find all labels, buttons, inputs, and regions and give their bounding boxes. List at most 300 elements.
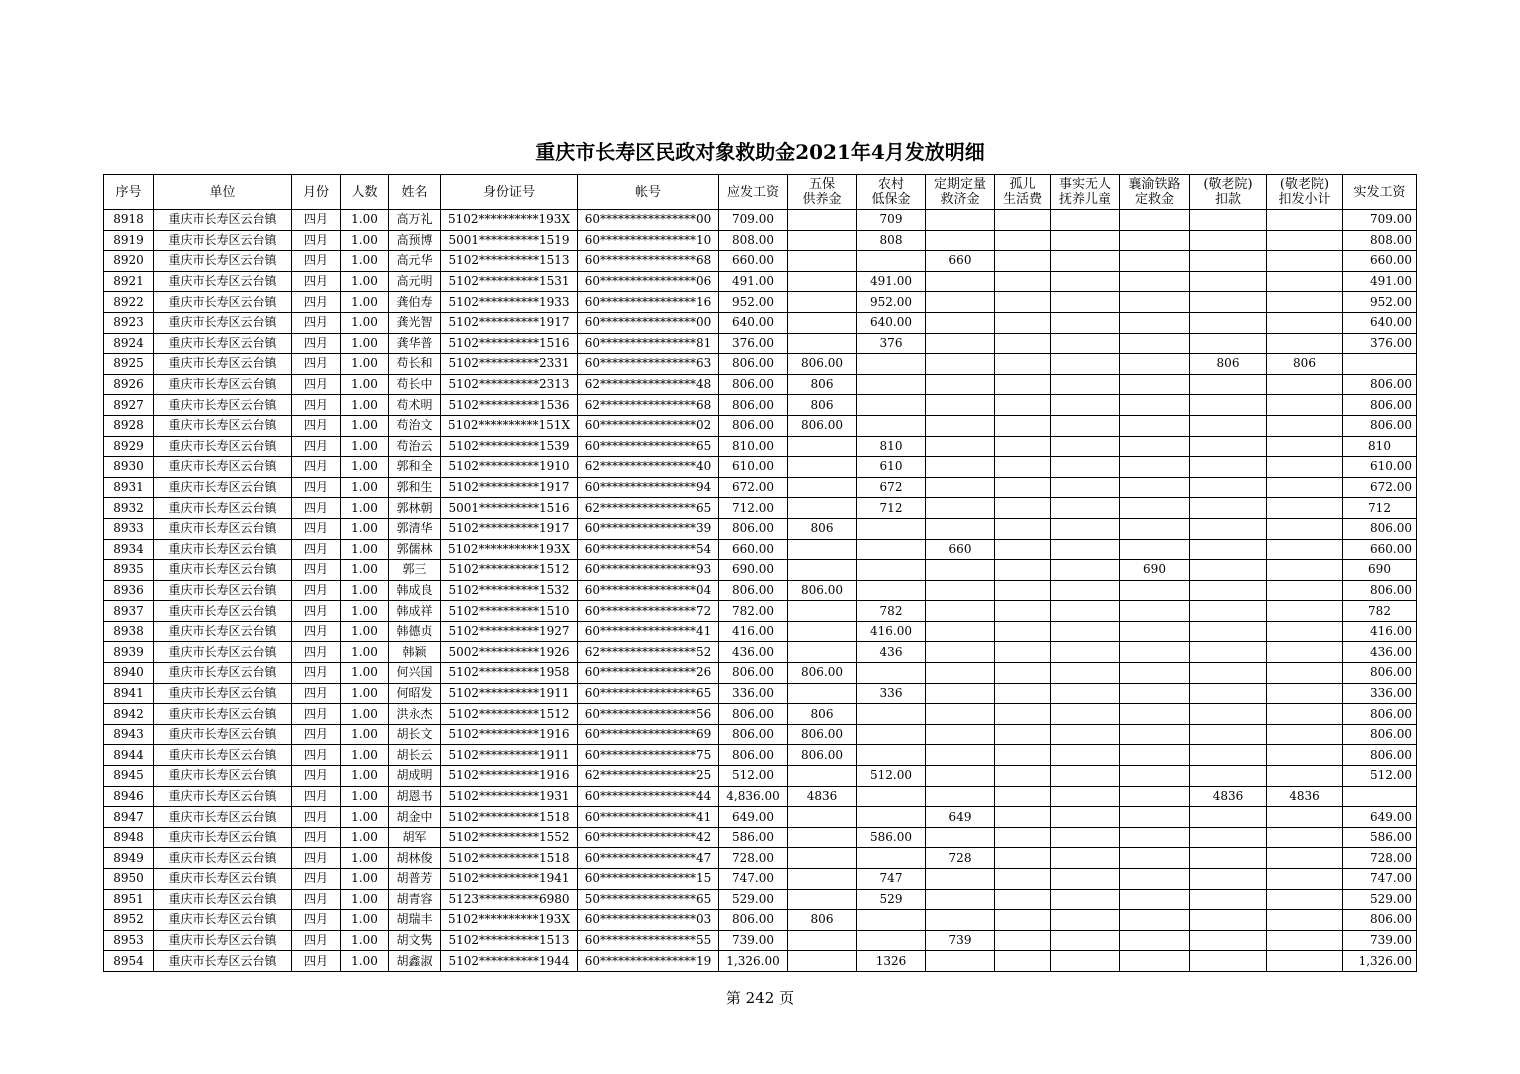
cell-name: 胡青容: [389, 889, 441, 910]
cell-count: 1.00: [341, 869, 389, 890]
cell-railway-relief: [1120, 786, 1190, 807]
cell-railway-relief: [1120, 910, 1190, 931]
cell-unit: 重庆市长寿区云台镇: [154, 539, 292, 560]
cell-rural-subsistence: 709: [857, 210, 926, 231]
cell-actual-pay: 782: [1343, 601, 1417, 622]
cell-count: 1.00: [341, 539, 389, 560]
cell-actual-pay: [1343, 786, 1417, 807]
cell-fixed-relief: 660: [926, 539, 995, 560]
cell-seq: 8918: [104, 210, 154, 231]
cell-month: 四月: [292, 745, 341, 766]
cell-seq: 8940: [104, 663, 154, 684]
cell-fixed-relief: [926, 601, 995, 622]
cell-rural-subsistence: 808: [857, 230, 926, 251]
header-count: 人数: [341, 175, 389, 210]
cell-seq: 8925: [104, 354, 154, 375]
cell-fixed-relief: [926, 292, 995, 313]
cell-unit: 重庆市长寿区云台镇: [154, 251, 292, 272]
cell-id-number: 5102**********1518: [441, 807, 578, 828]
header-five-guarantee: 五保 供养金: [788, 175, 857, 210]
cell-month: 四月: [292, 621, 341, 642]
cell-account: 60****************65: [578, 436, 719, 457]
cell-payable: 660.00: [719, 251, 788, 272]
cell-id-number: 5102**********1539: [441, 436, 578, 457]
cell-unattended-child: [1051, 889, 1120, 910]
cell-railway-relief: [1120, 374, 1190, 395]
cell-fixed-relief: [926, 312, 995, 333]
cell-five-guarantee: 806.00: [788, 663, 857, 684]
cell-count: 1.00: [341, 560, 389, 581]
cell-month: 四月: [292, 869, 341, 890]
table-row: [104, 889, 1417, 910]
cell-count: 1.00: [341, 910, 389, 931]
cell-seq: 8935: [104, 560, 154, 581]
cell-five-guarantee: [788, 642, 857, 663]
cell-nursing-subtotal: [1267, 745, 1343, 766]
cell-nursing-deduction: [1190, 910, 1267, 931]
cell-fixed-relief: [926, 745, 995, 766]
cell-railway-relief: [1120, 210, 1190, 231]
cell-five-guarantee: [788, 271, 857, 292]
cell-payable: 808.00: [719, 230, 788, 251]
cell-railway-relief: [1120, 951, 1190, 972]
cell-seq: 8953: [104, 930, 154, 951]
cell-month: 四月: [292, 477, 341, 498]
cell-railway-relief: [1120, 354, 1190, 375]
cell-nursing-subtotal: [1267, 457, 1343, 478]
cell-seq: 8941: [104, 683, 154, 704]
cell-name: 胡恩书: [389, 786, 441, 807]
cell-rural-subsistence: 810: [857, 436, 926, 457]
cell-unattended-child: [1051, 560, 1120, 581]
cell-orphan-allowance: [995, 312, 1051, 333]
cell-actual-pay: 376.00: [1343, 333, 1417, 354]
cell-count: 1.00: [341, 292, 389, 313]
table-row: [104, 663, 1417, 684]
page-number: 第 242 页: [725, 989, 795, 1007]
table-row: [104, 271, 1417, 292]
cell-railway-relief: [1120, 621, 1190, 642]
table-row: [104, 869, 1417, 890]
cell-five-guarantee: [788, 539, 857, 560]
cell-id-number: 5001**********1519: [441, 230, 578, 251]
cell-orphan-allowance: [995, 930, 1051, 951]
cell-name: 何兴国: [389, 663, 441, 684]
cell-nursing-subtotal: 806: [1267, 354, 1343, 375]
cell-orphan-allowance: [995, 230, 1051, 251]
cell-fixed-relief: [926, 354, 995, 375]
cell-count: 1.00: [341, 786, 389, 807]
cell-name: 韩颖: [389, 642, 441, 663]
cell-name: 胡金中: [389, 807, 441, 828]
header-orphan-allowance: 孤儿 生活费: [995, 175, 1051, 210]
cell-month: 四月: [292, 786, 341, 807]
cell-rural-subsistence: 336: [857, 683, 926, 704]
cell-orphan-allowance: [995, 415, 1051, 436]
cell-month: 四月: [292, 271, 341, 292]
cell-nursing-deduction: 4836: [1190, 786, 1267, 807]
cell-rural-subsistence: 952.00: [857, 292, 926, 313]
table-row: [104, 518, 1417, 539]
cell-orphan-allowance: [995, 271, 1051, 292]
cell-unit: 重庆市长寿区云台镇: [154, 292, 292, 313]
cell-nursing-subtotal: [1267, 415, 1343, 436]
table-row: [104, 292, 1417, 313]
cell-rural-subsistence: 1326: [857, 951, 926, 972]
cell-fixed-relief: [926, 210, 995, 231]
cell-seq: 8952: [104, 910, 154, 931]
cell-five-guarantee: [788, 930, 857, 951]
cell-rural-subsistence: 416.00: [857, 621, 926, 642]
cell-unit: 重庆市长寿区云台镇: [154, 704, 292, 725]
cell-unit: 重庆市长寿区云台镇: [154, 807, 292, 828]
cell-name: 洪永杰: [389, 704, 441, 725]
cell-count: 1.00: [341, 210, 389, 231]
table-row: [104, 601, 1417, 622]
cell-name: 郭清华: [389, 518, 441, 539]
cell-id-number: 5102**********1958: [441, 663, 578, 684]
cell-payable: 806.00: [719, 663, 788, 684]
cell-rural-subsistence: [857, 415, 926, 436]
cell-railway-relief: [1120, 704, 1190, 725]
cell-unit: 重庆市长寿区云台镇: [154, 230, 292, 251]
cell-unattended-child: [1051, 930, 1120, 951]
cell-month: 四月: [292, 601, 341, 622]
table-row: [104, 415, 1417, 436]
cell-nursing-deduction: [1190, 621, 1267, 642]
cell-five-guarantee: [788, 766, 857, 787]
cell-actual-pay: 586.00: [1343, 827, 1417, 848]
cell-rural-subsistence: [857, 560, 926, 581]
cell-unit: 重庆市长寿区云台镇: [154, 333, 292, 354]
cell-rural-subsistence: [857, 374, 926, 395]
cell-seq: 8932: [104, 498, 154, 519]
cell-unit: 重庆市长寿区云台镇: [154, 663, 292, 684]
table-row: [104, 930, 1417, 951]
cell-count: 1.00: [341, 951, 389, 972]
cell-id-number: 5102**********1927: [441, 621, 578, 642]
cell-id-number: 5123**********6980: [441, 889, 578, 910]
cell-name: 高元华: [389, 251, 441, 272]
cell-count: 1.00: [341, 642, 389, 663]
cell-payable: 712.00: [719, 498, 788, 519]
cell-seq: 8931: [104, 477, 154, 498]
cell-unattended-child: [1051, 724, 1120, 745]
cell-nursing-subtotal: [1267, 827, 1343, 848]
cell-name: 胡瑞丰: [389, 910, 441, 931]
cell-unit: 重庆市长寿区云台镇: [154, 601, 292, 622]
cell-nursing-subtotal: [1267, 621, 1343, 642]
cell-orphan-allowance: [995, 498, 1051, 519]
cell-unit: 重庆市长寿区云台镇: [154, 354, 292, 375]
cell-id-number: 5102**********1911: [441, 683, 578, 704]
cell-name: 郭和生: [389, 477, 441, 498]
cell-railway-relief: [1120, 518, 1190, 539]
cell-actual-pay: 806.00: [1343, 724, 1417, 745]
table-row: [104, 580, 1417, 601]
cell-payable: 806.00: [719, 580, 788, 601]
cell-five-guarantee: [788, 621, 857, 642]
cell-rural-subsistence: [857, 910, 926, 931]
cell-seq: 8933: [104, 518, 154, 539]
cell-actual-pay: [1343, 354, 1417, 375]
cell-orphan-allowance: [995, 827, 1051, 848]
cell-month: 四月: [292, 498, 341, 519]
cell-account: 62****************52: [578, 642, 719, 663]
cell-nursing-subtotal: [1267, 601, 1343, 622]
cell-unattended-child: [1051, 518, 1120, 539]
cell-nursing-deduction: [1190, 271, 1267, 292]
cell-fixed-relief: [926, 560, 995, 581]
cell-unit: 重庆市长寿区云台镇: [154, 395, 292, 416]
cell-five-guarantee: 806: [788, 518, 857, 539]
cell-rural-subsistence: [857, 745, 926, 766]
table-row: [104, 498, 1417, 519]
cell-orphan-allowance: [995, 374, 1051, 395]
cell-month: 四月: [292, 539, 341, 560]
cell-five-guarantee: 806.00: [788, 580, 857, 601]
cell-unattended-child: [1051, 910, 1120, 931]
cell-nursing-subtotal: [1267, 210, 1343, 231]
cell-unattended-child: [1051, 951, 1120, 972]
cell-nursing-subtotal: [1267, 951, 1343, 972]
cell-unit: 重庆市长寿区云台镇: [154, 951, 292, 972]
cell-rural-subsistence: 586.00: [857, 827, 926, 848]
cell-payable: 649.00: [719, 807, 788, 828]
cell-payable: 436.00: [719, 642, 788, 663]
cell-unattended-child: [1051, 271, 1120, 292]
cell-month: 四月: [292, 518, 341, 539]
cell-five-guarantee: [788, 827, 857, 848]
cell-name: 苟治云: [389, 436, 441, 457]
cell-name: 苟长中: [389, 374, 441, 395]
cell-fixed-relief: [926, 271, 995, 292]
cell-rural-subsistence: 376: [857, 333, 926, 354]
cell-rural-subsistence: 712: [857, 498, 926, 519]
relief-payment-table: [103, 174, 1417, 972]
cell-seq: 8928: [104, 415, 154, 436]
cell-account: 60****************16: [578, 292, 719, 313]
cell-fixed-relief: [926, 477, 995, 498]
table-row: [104, 683, 1417, 704]
cell-rural-subsistence: 512.00: [857, 766, 926, 787]
cell-railway-relief: [1120, 230, 1190, 251]
cell-nursing-subtotal: [1267, 580, 1343, 601]
cell-id-number: 5102**********1552: [441, 827, 578, 848]
cell-seq: 8949: [104, 848, 154, 869]
cell-unattended-child: [1051, 827, 1120, 848]
cell-name: 胡文隽: [389, 930, 441, 951]
cell-orphan-allowance: [995, 704, 1051, 725]
table-row: [104, 642, 1417, 663]
document-title: 重庆市长寿区民政对象救助金2021年4月发放明细: [535, 140, 985, 164]
cell-rural-subsistence: [857, 354, 926, 375]
cell-count: 1.00: [341, 745, 389, 766]
cell-seq: 8923: [104, 312, 154, 333]
header-payable: 应发工资: [719, 175, 788, 210]
cell-fixed-relief: [926, 642, 995, 663]
cell-month: 四月: [292, 766, 341, 787]
cell-payable: 810.00: [719, 436, 788, 457]
cell-nursing-subtotal: [1267, 251, 1343, 272]
cell-id-number: 5102**********1512: [441, 704, 578, 725]
cell-rural-subsistence: [857, 395, 926, 416]
cell-fixed-relief: [926, 704, 995, 725]
cell-month: 四月: [292, 374, 341, 395]
cell-orphan-allowance: [995, 663, 1051, 684]
cell-fixed-relief: 728: [926, 848, 995, 869]
cell-payable: 806.00: [719, 910, 788, 931]
header-month: 月份: [292, 175, 341, 210]
cell-railway-relief: [1120, 436, 1190, 457]
cell-actual-pay: 806.00: [1343, 910, 1417, 931]
cell-unit: 重庆市长寿区云台镇: [154, 930, 292, 951]
cell-payable: 747.00: [719, 869, 788, 890]
cell-unit: 重庆市长寿区云台镇: [154, 271, 292, 292]
cell-unit: 重庆市长寿区云台镇: [154, 560, 292, 581]
cell-five-guarantee: [788, 951, 857, 972]
cell-id-number: 5102**********1536: [441, 395, 578, 416]
cell-name: 胡普芳: [389, 869, 441, 890]
cell-count: 1.00: [341, 827, 389, 848]
cell-id-number: 5102**********151X: [441, 415, 578, 436]
cell-nursing-subtotal: [1267, 374, 1343, 395]
cell-unit: 重庆市长寿区云台镇: [154, 786, 292, 807]
cell-railway-relief: [1120, 333, 1190, 354]
cell-month: 四月: [292, 395, 341, 416]
cell-unit: 重庆市长寿区云台镇: [154, 848, 292, 869]
cell-railway-relief: [1120, 642, 1190, 663]
cell-account: 60****************72: [578, 601, 719, 622]
cell-id-number: 5102**********1941: [441, 869, 578, 890]
cell-nursing-deduction: 806: [1190, 354, 1267, 375]
cell-account: 60****************19: [578, 951, 719, 972]
cell-id-number: 5102**********1513: [441, 251, 578, 272]
cell-payable: 336.00: [719, 683, 788, 704]
cell-actual-pay: 1,326.00: [1343, 951, 1417, 972]
cell-actual-pay: 640.00: [1343, 312, 1417, 333]
cell-nursing-deduction: [1190, 498, 1267, 519]
cell-id-number: 5102**********1518: [441, 848, 578, 869]
cell-fixed-relief: [926, 498, 995, 519]
cell-name: 胡林俊: [389, 848, 441, 869]
cell-count: 1.00: [341, 704, 389, 725]
cell-unit: 重庆市长寿区云台镇: [154, 374, 292, 395]
cell-orphan-allowance: [995, 436, 1051, 457]
cell-nursing-deduction: [1190, 539, 1267, 560]
cell-fixed-relief: [926, 951, 995, 972]
cell-account: 60****************00: [578, 312, 719, 333]
cell-payable: 806.00: [719, 745, 788, 766]
table-row: [104, 457, 1417, 478]
table-row: [104, 354, 1417, 375]
cell-five-guarantee: [788, 436, 857, 457]
cell-count: 1.00: [341, 333, 389, 354]
cell-railway-relief: [1120, 580, 1190, 601]
cell-id-number: 5102**********2313: [441, 374, 578, 395]
cell-actual-pay: 336.00: [1343, 683, 1417, 704]
cell-count: 1.00: [341, 230, 389, 251]
cell-month: 四月: [292, 827, 341, 848]
cell-nursing-deduction: [1190, 807, 1267, 828]
cell-account: 60****************68: [578, 251, 719, 272]
cell-seq: 8927: [104, 395, 154, 416]
cell-orphan-allowance: [995, 601, 1051, 622]
cell-actual-pay: 610.00: [1343, 457, 1417, 478]
header-name: 姓名: [389, 175, 441, 210]
cell-unattended-child: [1051, 621, 1120, 642]
cell-id-number: 5102**********1516: [441, 333, 578, 354]
cell-month: 四月: [292, 663, 341, 684]
cell-id-number: 5102**********193X: [441, 910, 578, 931]
cell-seq: 8937: [104, 601, 154, 622]
cell-unattended-child: [1051, 251, 1120, 272]
cell-five-guarantee: [788, 292, 857, 313]
cell-nursing-deduction: [1190, 766, 1267, 787]
cell-id-number: 5102**********1513: [441, 930, 578, 951]
cell-five-guarantee: [788, 560, 857, 581]
cell-payable: 806.00: [719, 354, 788, 375]
cell-unit: 重庆市长寿区云台镇: [154, 621, 292, 642]
cell-orphan-allowance: [995, 292, 1051, 313]
cell-orphan-allowance: [995, 477, 1051, 498]
header-row: [104, 175, 1417, 210]
table-row: [104, 910, 1417, 931]
cell-unattended-child: [1051, 601, 1120, 622]
cell-name: 郭和全: [389, 457, 441, 478]
cell-nursing-deduction: [1190, 333, 1267, 354]
cell-orphan-allowance: [995, 951, 1051, 972]
cell-unattended-child: [1051, 869, 1120, 890]
cell-nursing-subtotal: [1267, 642, 1343, 663]
cell-rural-subsistence: 640.00: [857, 312, 926, 333]
cell-account: 62****************65: [578, 498, 719, 519]
cell-name: 高万礼: [389, 210, 441, 231]
cell-count: 1.00: [341, 374, 389, 395]
header-unattended-child: 事实无人 抚养儿童: [1051, 175, 1120, 210]
cell-count: 1.00: [341, 436, 389, 457]
table-row: [104, 333, 1417, 354]
cell-payable: 806.00: [719, 724, 788, 745]
cell-unattended-child: [1051, 230, 1120, 251]
cell-five-guarantee: [788, 807, 857, 828]
cell-account: 60****************65: [578, 683, 719, 704]
table-row: [104, 704, 1417, 725]
cell-orphan-allowance: [995, 457, 1051, 478]
cell-rural-subsistence: 672: [857, 477, 926, 498]
cell-unit: 重庆市长寿区云台镇: [154, 642, 292, 663]
cell-unattended-child: [1051, 539, 1120, 560]
cell-month: 四月: [292, 724, 341, 745]
cell-nursing-subtotal: [1267, 477, 1343, 498]
cell-orphan-allowance: [995, 807, 1051, 828]
cell-actual-pay: 728.00: [1343, 848, 1417, 869]
cell-payable: 610.00: [719, 457, 788, 478]
cell-payable: 4,836.00: [719, 786, 788, 807]
cell-unit: 重庆市长寿区云台镇: [154, 889, 292, 910]
cell-seq: 8922: [104, 292, 154, 313]
cell-actual-pay: 806.00: [1343, 374, 1417, 395]
cell-payable: 491.00: [719, 271, 788, 292]
cell-name: 郭儒林: [389, 539, 441, 560]
cell-payable: 806.00: [719, 374, 788, 395]
cell-seq: 8919: [104, 230, 154, 251]
cell-fixed-relief: [926, 580, 995, 601]
cell-actual-pay: 806.00: [1343, 415, 1417, 436]
cell-account: 60****************94: [578, 477, 719, 498]
cell-rural-subsistence: 436: [857, 642, 926, 663]
cell-orphan-allowance: [995, 848, 1051, 869]
